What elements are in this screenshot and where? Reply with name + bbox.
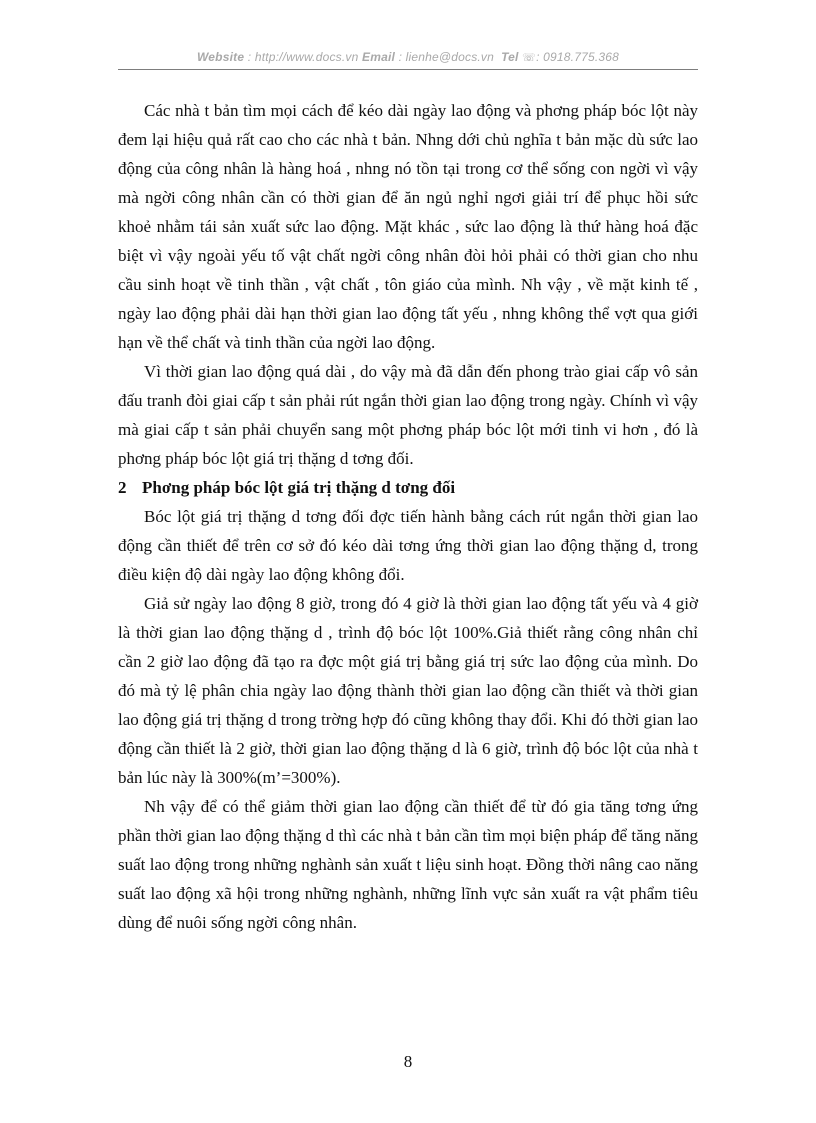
page-number: 8 [403, 1052, 413, 1071]
paragraph: Nh vậy để có thể giảm thời gian lao động cần thiết để từ đó gia tăng tơng ứng phần thời gian lao động thặng d thì các nhà t bản cần tìm mọi biện pháp để tăng năng suất lao động trong những nghành sản xuất t liệu sinh hoạt. Đồng thời nâng cao năng suất lao động xã hội trong những nghành, những lĩnh vực sản xuất ra vật phẩm tiêu dùng để nuôi sống ngời công nhân. [118, 797, 698, 932]
paragraph: Vì thời gian lao động quá dài , do vậy mà đã dẫn đến phong trào giai cấp vô sản đấu tranh đòi giai cấp t sản phải rút ngắn thời gian lao động trong ngày. Chính vì vậy mà giai cấp t sản phải chuyển sang một phơng pháp bóc lột mới tinh vi hơn , đó là phơng pháp bóc lột giá trị thặng d tơng đối. [118, 362, 698, 468]
document-body [118, 96, 698, 937]
section-heading [118, 473, 698, 502]
paragraph: Bóc lột giá trị thặng d tơng đối đợc tiến hành bằng cách rút ngắn thời gian lao động cần thiết để trên cơ sở đó kéo dài tơng ứng thời gian lao động thặng d, trong điều kiện độ dài ngày lao động không đổi. [118, 507, 698, 584]
section-number: 2 [118, 478, 127, 497]
tel-value: : 0918.775.368 [536, 50, 619, 64]
website-label: Website [197, 50, 245, 64]
email-value: : lienhe@docs.vn [398, 50, 495, 64]
paragraph: Giả sử ngày lao động 8 giờ, trong đó 4 giờ là thời gian lao động tất yếu và 4 giờ là thời gian lao động thặng d , trình độ bóc lột 100%.Giả thiết rằng công nhân chỉ cần 2 giờ lao động đã tạo ra đợc một giá trị bằng giá trị sức lao động của mình. Do đó mà tỷ lệ phân chia ngày lao động thành thời gian lao động cần thiết và thời gian lao động giá trị thặng d trong trờng hợp đó cũng không thay đổi. Khi đó thời gian lao động cần thiết là 2 giờ, thời gian lao động thặng d là 6 giờ, trình độ bóc lột của nhà t bản lúc này là 300%(m’=300%). [118, 594, 698, 787]
tel-label: Tel [501, 50, 519, 64]
section-title: Phơng pháp bóc lột giá trị thặng d tơng đối [142, 478, 456, 497]
email-label: Email [362, 50, 396, 64]
header-divider [118, 69, 698, 70]
website-value: : http://www.docs.vn [247, 50, 359, 64]
paragraph: Các nhà t bản tìm mọi cách để kéo dài ngày lao động và phơng pháp bóc lột này đem lại hiệu quả rất cao cho các nhà t bản. Nhng dới chủ nghĩa t bản mặc dù sức lao động của công nhân là hàng hoá , nhng nó tồn tại trong cơ thể sống con ngời vì vậy mà ngời công nhân cần có thời gian để ăn ngủ nghỉ ngơi giải trí để phục hồi sức khoẻ nhằm tái sản xuất sức lao động. Mặt khác , sức lao động là thứ hàng hoá đặc biệt vì vậy ngoài yếu tố vật chất ngời công nhân đòi hỏi phải có thời gian cho nhu cầu sinh hoạt về tinh thần , vật chất , tôn giáo của mình. Nh vậy , về mặt kinh tế , ngày lao động phải dài hạn thời gian lao động tất yếu , nhng không thể vợt qua giới hạn về thể chất và tinh thần của ngời lao động. [118, 101, 698, 352]
page-header [118, 50, 698, 64]
phone-icon: ☏ [522, 52, 537, 64]
